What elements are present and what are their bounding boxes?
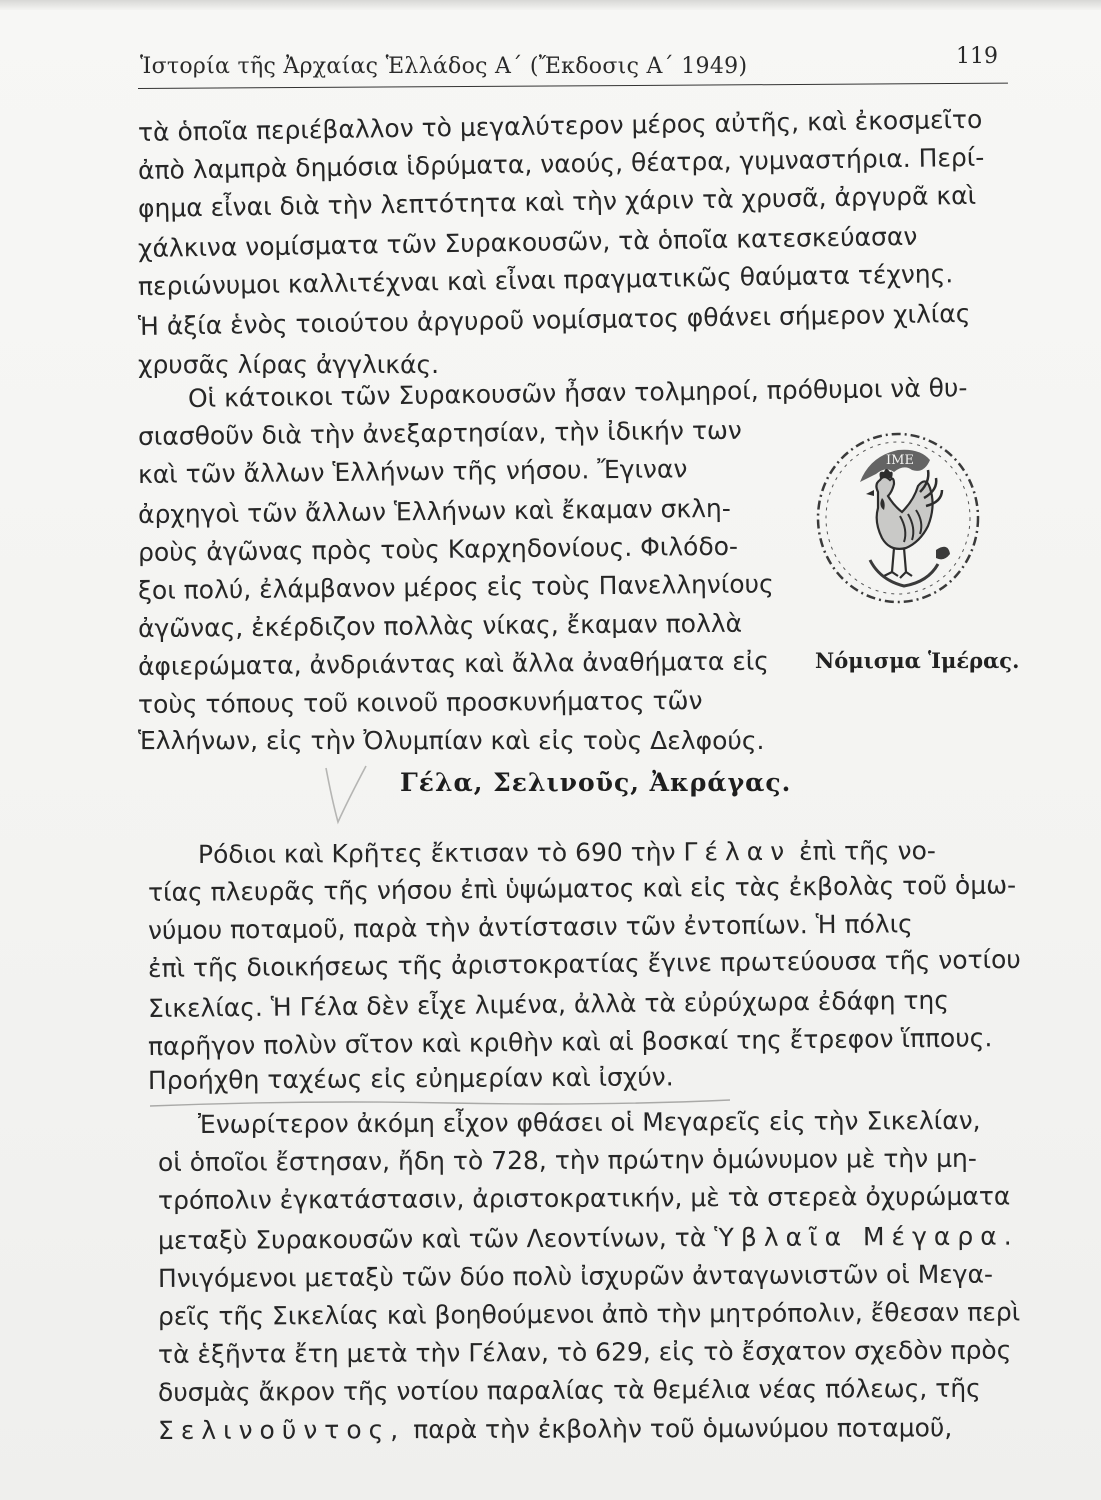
text-line: σιασθοῦν διὰ τὴν ἀνεξαρτησίαν, τὴν ἰδικήν των bbox=[137, 415, 742, 451]
page-number: 119 bbox=[956, 44, 998, 69]
text-line bbox=[198, 836, 936, 869]
running-title: Ἱστορία τῆς Ἀρχαίας Ἑλλάδος Α´ (Ἔκδοσις Α´ 1949) bbox=[140, 54, 748, 79]
text-line: χρυσᾶς λίρας ἀγγλικάς. bbox=[138, 350, 440, 379]
figure-caption: Νόμισμα Ἱμέρας. bbox=[815, 648, 1020, 673]
text-line: χάλκινα νομίσματα τῶν Συρακουσῶν, τὰ ὁποῖα κατεσκεύασαν bbox=[137, 221, 918, 263]
text-segment: ἐπὶ τῆς νο- bbox=[791, 836, 936, 866]
text-line: τίας πλευρᾶς τῆς νήσου ἐπὶ ὑψώματος καὶ εἰς τὰς ἐκβολὰς τοῦ ὁμω- bbox=[147, 870, 1017, 907]
text-segment: Ρόδιοι καὶ Κρῆτες ἔκτισαν τὸ 690 τὴν bbox=[197, 837, 684, 869]
text-line: οἱ ὁποῖοι ἔστησαν, ἤδη τὸ 728, τὴν πρώτην ὁμώνυμον μὲ τὴν μη- bbox=[157, 1143, 977, 1177]
text-line: τρόπολιν ἐγκατάστασιν, ἀριστοκρατικήν, μὲ τὰ στερεὰ ὀχυρώματα bbox=[157, 1181, 1011, 1215]
text-line: Σικελίας. Ἡ Γέλα δὲν εἶχε λιμένα, ἀλλὰ τὰ εὐρύχωρα ἐδάφη της bbox=[147, 985, 950, 1023]
header-rule bbox=[138, 83, 1008, 89]
text-line bbox=[158, 1221, 1019, 1255]
text-line: ἀπὸ λαμπρὰ δημόσια ἱδρύματα, ναούς, θέατρα, γυμναστήρια. Περί- bbox=[137, 142, 985, 185]
text-line bbox=[158, 1413, 952, 1445]
text-line: παρῆγον πολὺν σῖτον καὶ κριθὴν καὶ αἱ βοσκαί της ἔτρεφον ἵππους. bbox=[147, 1023, 993, 1061]
spaced-name: Σελινοῦντος, bbox=[157, 1415, 406, 1445]
section-title: Γέλα, Σελινοῦς, Ἀκράγας. bbox=[400, 768, 792, 797]
spaced-name: Γέλαν bbox=[683, 836, 792, 867]
text-line: Ἐνωρίτερον ἀκόμη εἶχον φθάσει οἱ Μεγαρεῖς εἰς τὴν Σικελίαν, bbox=[197, 1105, 981, 1139]
text-line: καὶ τῶν ἄλλων Ἑλλήνων τῆς νήσου. Ἔγιναν bbox=[137, 454, 688, 489]
text-line: ρεῖς τῆς Σικελίας καὶ βοηθούμενοι ἀπὸ τὴν μητρόπολιν, ἔθεσαν περὶ bbox=[157, 1297, 1021, 1331]
text-line: ροὺς ἀγῶνας πρὸς τοὺς Καρχηδονίους. Φιλόδο- bbox=[137, 531, 739, 567]
text-line: Πνιγόμενοι μεταξὺ τῶν δύο πολὺ ἰσχυρῶν ἀνταγωνιστῶν οἱ Μεγα- bbox=[157, 1259, 994, 1293]
text-line: τὰ ἑξῆντα ἔτη μετὰ τὴν Γέλαν, τὸ 629, εἰς τὸ ἔσχατον σχεδὸν πρὸς bbox=[157, 1335, 1012, 1369]
text-segment: παρὰ τὴν ἐκβολὴν τοῦ ὁμωνύμου ποταμοῦ, bbox=[405, 1413, 953, 1445]
text-line: ἀφιερώματα, ἀνδριάντας καὶ ἄλλα ἀναθήματα εἰς bbox=[137, 646, 770, 681]
page-top-edge bbox=[0, 0, 1101, 10]
text-line: ἀρχηγοὶ τῶν ἄλλων Ἑλλήνων καὶ ἔκαμαν σκλη- bbox=[137, 493, 731, 529]
svg-text:ΙΜΕ: ΙΜΕ bbox=[886, 453, 914, 468]
text-line: ἀγῶνας, ἐκέρδιζον πολλὰς νίκας, ἔκαμαν πολλὰ bbox=[137, 608, 743, 643]
text-segment: μεταξὺ Συρακουσῶν καὶ τῶν Λεοντίνων, τὰ bbox=[157, 1223, 715, 1255]
text-line: περιώνυμοι καλλιτέχναι καὶ εἶναι πραγματικῶς θαύματα τέχνης. bbox=[137, 259, 954, 301]
text-line: Ἡ ἀξία ἑνὸς τοιούτου ἀργυροῦ νομίσματος φθάνει σήμερον χιλίας bbox=[137, 298, 971, 341]
rooster-coin-icon bbox=[808, 430, 988, 610]
spaced-name: Ὑβλαῖα Μέγαρα. bbox=[714, 1221, 1019, 1253]
text-line: ξοι πολύ, ἐλάμβανον μέρος εἰς τοὺς Πανελληνίους bbox=[137, 569, 774, 605]
text-line: ἐπὶ τῆς διοικήσεως τῆς ἀριστοκρατίας ἔγινε πρωτεύουσα τῆς νοτίου bbox=[147, 944, 1021, 983]
coin-figure bbox=[808, 430, 988, 610]
text-line: τοὺς τόπους τοῦ κοινοῦ προσκυνήματος τῶν bbox=[137, 686, 703, 719]
text-line: Ἑλλήνων, εἰς τὴν Ὀλυμπίαν καὶ εἰς τοὺς Δελφούς. bbox=[138, 726, 765, 755]
text-line: δυσμὰς ἄκρον τῆς νοτίου παραλίας τὰ θεμέλια νέας πόλεως, τῆς bbox=[157, 1373, 981, 1407]
text-line: Προήχθη ταχέως εἰς εὐημερίαν καὶ ἰσχύν. bbox=[147, 1062, 674, 1095]
text-line: Οἱ κάτοικοι τῶν Συρακουσῶν ἦσαν τολμηροί, πρόθυμοι νὰ θυ- bbox=[187, 373, 968, 413]
pencil-mark-icon bbox=[318, 760, 378, 830]
text-line: φημα εἶναι διὰ τὴν λεπτότητα καὶ τὴν χάριν τὰ χρυσᾶ, ἀργυρᾶ καὶ bbox=[137, 180, 977, 223]
text-line: τὰ ὁποῖα περιέβαλλον τὸ μεγαλύτερον μέρος αὐτῆς, καὶ ἐκοσμεῖτο bbox=[137, 104, 983, 147]
text-line: νύμου ποταμοῦ, παρὰ τὴν ἀντίστασιν τῶν ἐντοπίων. Ἡ πόλις bbox=[147, 909, 913, 945]
